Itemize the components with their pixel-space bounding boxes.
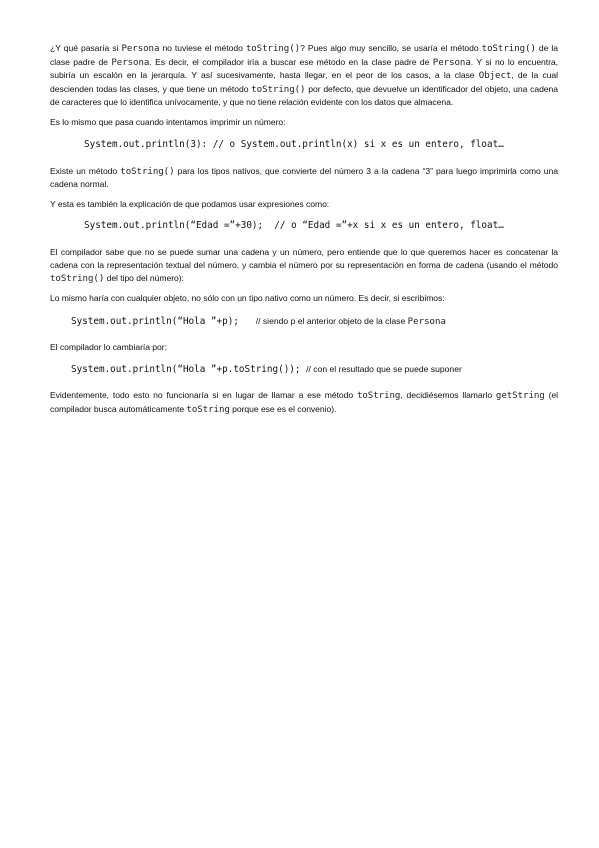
text: Evidentemente, todo esto no funcionaría si en lugar de llamar a ese método [50,390,357,401]
paragraph-convention [50,389,558,416]
text: no tuviese el método [159,43,246,53]
code-example-concat-object [50,315,558,327]
code-term: toString() [120,166,175,177]
paragraph-expressions: Y esta es también la explicación de que podamos usar expresiones como: [50,198,330,209]
paragraph-persona-tostring [50,42,558,109]
code-comment: // siendo p el anterior objeto de la clase [255,315,408,326]
paragraph-compiler-concat [50,246,558,285]
code-term: Persona [111,57,150,68]
text: . Y si no lo encuentra, subiría un escalón en la jerarquía. Y así sucesivamente, hasta llegar, en el peor de los casos, a la clase [50,56,558,81]
code-comment: // con el resultado que se puede suponer [306,364,462,375]
code-term: Object [478,71,512,82]
code-term: toString() [50,273,105,284]
text: . Es decir, el compilador iría a buscar ese método en la clase padre de [149,56,433,67]
code-term: Persona [432,57,471,68]
paragraph-compiler-changes: El compilador lo cambiaría por: [50,341,167,352]
text: El compilador sabe que no se puede sumar una cadena y un número, pero entiende que lo que queremos hacer es concatenar la cadena con la representación textual del número, y cambia el número por su representación en forma de cadena (usando el método [50,247,558,270]
code-term: Persona [121,44,160,54]
text: por defecto, que devuelve un identificador del objeto, una cadena de caracteres que lo identifica unívocamente, y que no tiene relación evidente con los datos que almacena. [50,83,558,108]
code-example-println-number: System.out.println(3): // o System.out.println(x) si x es un entero, float… [84,138,504,150]
code-term: toString [356,391,401,402]
text: de la clase padre de [50,43,558,67]
text: ? Pues algo muy sencillo, se usaría el método [300,43,482,53]
code-text: System.out.println(“Hola ”+p.toString()); [71,364,307,376]
code-example-explicit-tostring [50,363,558,375]
paragraph-native-tostring [50,165,558,191]
text: ¿Y qué pasaría si [50,43,122,53]
code-term: toString() [245,44,301,54]
code-term: Persona [407,316,446,327]
code-example-concat-number: System.out.println(“Edad =”+30); // o “Edad =”+x si x es un entero, float… [84,220,504,232]
code-text: System.out.println(“Hola ”+p); [71,315,256,327]
code-term: toString [186,404,230,415]
text: , decidiésemos llamarlo [400,390,496,401]
text: del tipo del número): [104,272,184,283]
text: Existe un método [50,165,121,176]
document-page [50,42,558,424]
code-term: toString() [481,44,536,54]
paragraph-any-object: Lo mismo haría con cualquier objeto, no sólo con un tipo nativo como un número. Es decir, si escribimos: [50,293,445,304]
text: porque ese es el convenio). [229,403,337,414]
text: (el compilador busca automáticamente [50,390,558,414]
paragraph-print-number: Es lo mismo que pasa cuando intentamos imprimir un número: [50,116,286,127]
code-term: getString [495,391,545,402]
text: , de la cual descienden todas las clases, y que tiene un método [50,70,558,94]
code-term: toString() [251,84,306,95]
text: para los tipos nativos, que convierte del número 3 a la cadena “3” para luego imprimirla como una cadena normal. [50,165,558,190]
